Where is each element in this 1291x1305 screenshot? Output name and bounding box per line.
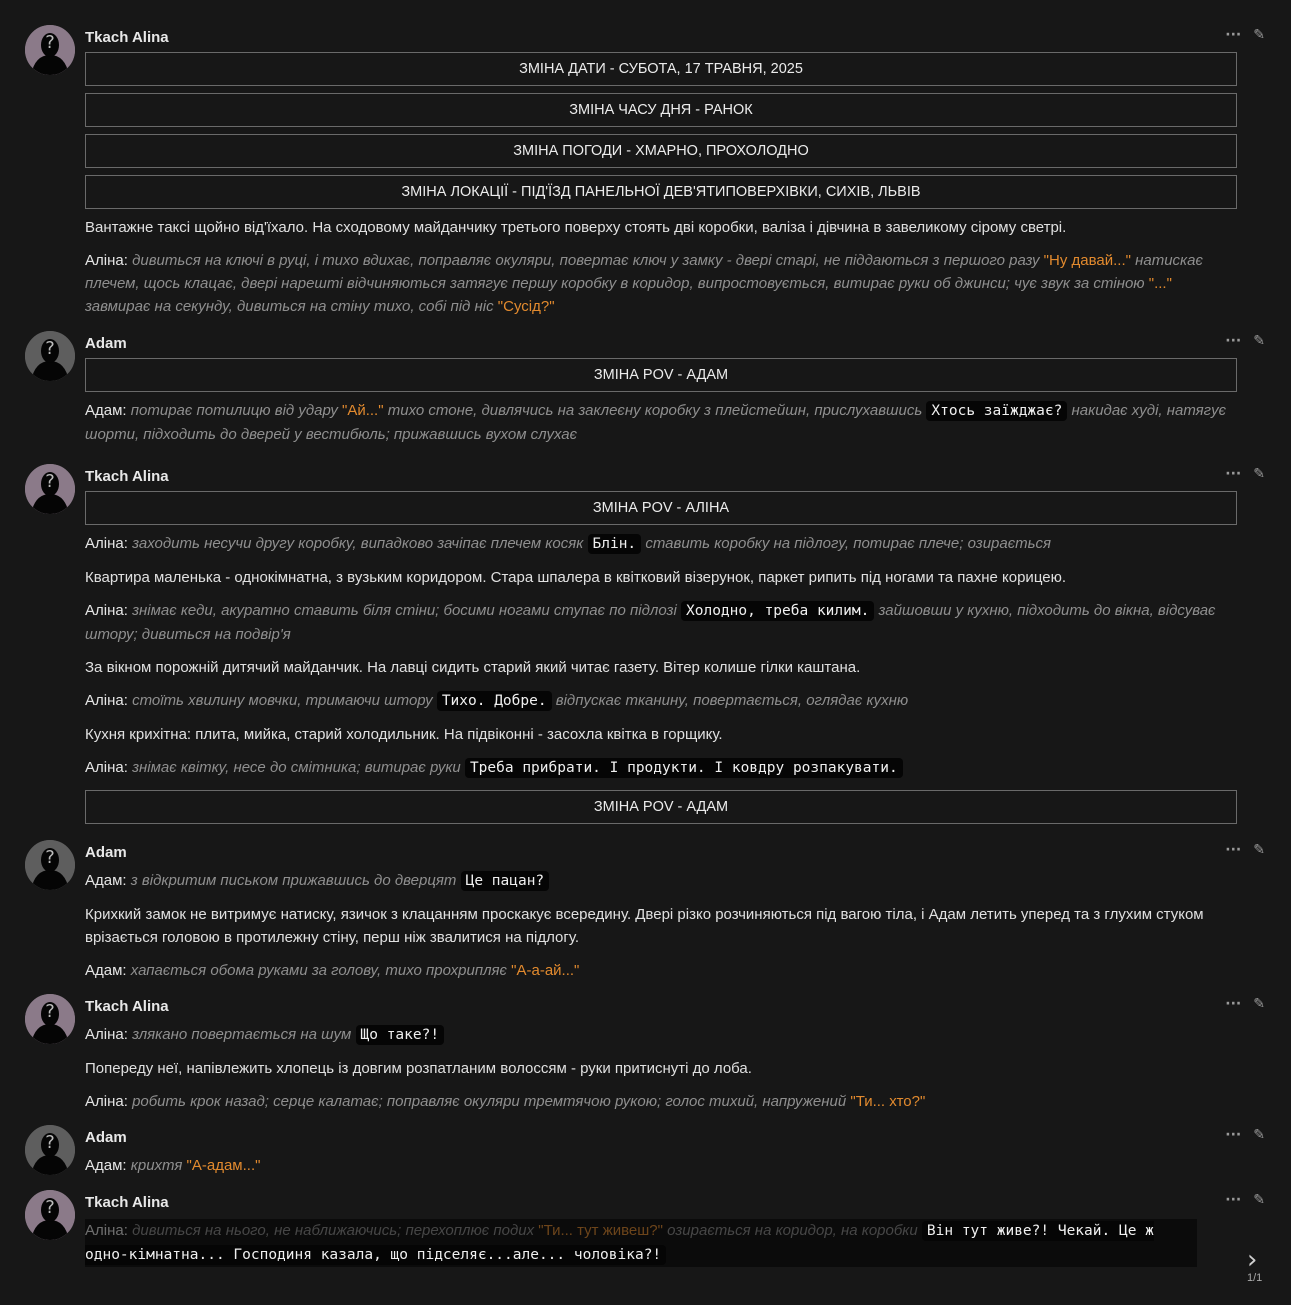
action-text: злякано повертається на шум — [132, 1026, 352, 1043]
scene-banner: ЗМІНА POV - АДАМ — [85, 790, 1237, 824]
narration: Квартира маленька - однокімнатна, з вузьким коридором. Стара шпалера в квітковий візерунок, паркет рипить під ногами та пахне корицею. — [85, 569, 1066, 586]
speaker-label: Аліна: — [85, 1093, 128, 1110]
svg-text:?: ? — [45, 32, 55, 53]
quote-text: "Ну давай..." — [1043, 252, 1131, 269]
thought-code: Це пацан? — [461, 871, 550, 891]
action-text: зайшовши у кухню, підходить до вікна, відсуває штору; дивиться на подвір'я — [85, 602, 1216, 643]
quote-text: "Сусід?" — [497, 298, 555, 315]
action-text: ставить коробку на підлогу, потирає плече; озирається — [645, 535, 1052, 552]
username[interactable]: Adam — [85, 1129, 127, 1146]
svg-text:?: ? — [45, 1132, 55, 1153]
avatar-alina[interactable] — [25, 25, 75, 75]
dialogue-line — [85, 1154, 1237, 1177]
thought-code: Треба прибрати. І продукти. І ковдру розпакувати. — [465, 758, 903, 778]
username[interactable]: Tkach Alina — [85, 468, 169, 485]
action-text: заходить несучи другу коробку, випадково зачіпає плечем косяк — [132, 535, 584, 552]
scene-banner: ЗМІНА ЧАСУ ДНЯ - РАНОК — [85, 93, 1237, 127]
action-text: з відкритим письком прижавшись до дверцят — [130, 872, 457, 889]
svg-text:?: ? — [45, 471, 55, 492]
svg-text:?: ? — [45, 1001, 55, 1022]
action-text: дивиться на ключі в руці, і тихо вдихає, поправляє окуляри, повертає ключ у замку - двері старі, не піддаються з першого разу — [132, 252, 1040, 269]
speaker-label: Адам: — [85, 402, 127, 419]
chevron-right-icon[interactable]: › — [1247, 1245, 1258, 1275]
dialogue-line — [85, 399, 1237, 446]
speaker-label: Адам: — [85, 872, 127, 889]
unknown-user-icon — [25, 994, 75, 1044]
quote-text: "..." — [1148, 275, 1172, 292]
speaker-label: Аліна: — [85, 1222, 128, 1239]
username[interactable]: Tkach Alina — [85, 1194, 169, 1211]
username[interactable]: Tkach Alina — [85, 29, 169, 46]
dialogue-line — [85, 959, 1237, 982]
narration: Попереду неї, напівлежить хлопець із довгим розпатланим волоссям - руки притиснуті до лоба. — [85, 1060, 752, 1077]
action-text: тихо стоне, дивлячись на заклеєну коробку з плейстейшн, прислухавшись — [387, 402, 923, 419]
dialogue-line — [85, 1219, 1197, 1267]
pencil-icon[interactable]: ✎ — [1253, 27, 1265, 43]
speaker-label: Адам: — [85, 1157, 127, 1174]
avatar-adam[interactable] — [25, 840, 75, 890]
quote-text: "Ти... тут живеш?" — [538, 1222, 663, 1239]
pencil-icon[interactable]: ✎ — [1253, 466, 1265, 482]
action-text: робить крок назад; серце калатає; поправляє окуляри тремтячою рукою; голос тихий, напружений — [132, 1093, 847, 1110]
action-text: відпускає тканину, повертається, оглядає кухню — [555, 692, 909, 709]
action-text: стоїть хвилину мовчки, тримаючи штору — [132, 692, 433, 709]
narration: Крихкий замок не витримує натиску, язичок з клацанням проскакує всередину. Двері різко розчиняються під вагою тіла, і Адам летить уперед та з глухим стуком врізається головою в протилежну стіну, перш ніж звалитися на підлогу. — [85, 906, 1204, 946]
svg-text:?: ? — [45, 338, 55, 359]
thought-code: Холодно, треба килим. — [681, 601, 874, 621]
username[interactable]: Adam — [85, 844, 127, 861]
more-dots-icon[interactable]: ··· — [1225, 333, 1242, 349]
thought-code: Що таке?! — [356, 1025, 445, 1045]
avatar-adam[interactable] — [25, 331, 75, 381]
action-text: знімає квітку, несе до смітника; витирає руки — [132, 759, 461, 776]
dialogue-line — [85, 869, 1237, 893]
action-text: озирається на коридор, на коробки — [667, 1222, 918, 1239]
speaker-label: Адам: — [85, 962, 127, 979]
swipe-counter: 1/1 — [1247, 1272, 1263, 1284]
quote-text: "А-адам..." — [186, 1157, 261, 1174]
quote-text: "Ай..." — [342, 402, 384, 419]
avatar-adam[interactable] — [25, 1125, 75, 1175]
scene-banner: ЗМІНА POV - АЛІНА — [85, 491, 1237, 525]
username[interactable]: Tkach Alina — [85, 998, 169, 1015]
narration: Кухня крихітна: плита, мийка, старий холодильник. На підвіконні - засохла квітка в горщику. — [85, 726, 723, 743]
svg-text:?: ? — [45, 1197, 55, 1218]
thought-code: Хтось заїжджає? — [926, 401, 1067, 421]
dialogue-line — [85, 1023, 1237, 1047]
narration: Вантажне таксі щойно від'їхало. На сходовому майданчику третього поверху стоять дві коробки, валіза і дівчина в завеликому сірому светрі. — [85, 219, 1067, 236]
dialogue-line — [85, 756, 1237, 780]
svg-text:?: ? — [45, 847, 55, 868]
scene-banner: ЗМІНА ПОГОДИ - ХМАРНО, ПРОХОЛОДНО — [85, 134, 1237, 168]
action-text: накидає худі, натягує шорти, підходить до дверей у вестибюль; прижавшись вухом слухає — [85, 402, 1227, 443]
unknown-user-icon — [25, 331, 75, 381]
unknown-user-icon — [25, 464, 75, 514]
quote-text: "Ти... хто?" — [850, 1093, 926, 1110]
thought-code: Тихо. Добре. — [437, 691, 552, 711]
more-dots-icon[interactable]: ··· — [1225, 842, 1242, 858]
pencil-icon[interactable]: ✎ — [1253, 842, 1265, 858]
speaker-label: Аліна: — [85, 759, 128, 776]
more-dots-icon[interactable]: ··· — [1225, 27, 1242, 43]
streaming-faded-text — [85, 1222, 922, 1239]
narration: За вікном порожній дитячий майданчик. На лавці сидить старий який читає газету. Вітер колише гілки каштана. — [85, 659, 861, 676]
avatar-alina[interactable] — [25, 994, 75, 1044]
speaker-label: Аліна: — [85, 602, 128, 619]
scene-banner: ЗМІНА ЛОКАЦІЇ - ПІД'ЇЗД ПАНЕЛЬНОЇ ДЕВ'ЯТИПОВЕРХІВКИ, СИХІВ, ЛЬВІВ — [85, 175, 1237, 209]
action-text: потирає потилицю від удару — [130, 402, 338, 419]
more-dots-icon[interactable]: ··· — [1225, 466, 1242, 482]
action-text: натискає плечем, щось клацає, двері нарешті відчиняються затягує першу коробку в коридор, випростовується, витирає руки об джинси; чує звук за стіною — [85, 252, 1203, 292]
username[interactable]: Adam — [85, 335, 127, 352]
pencil-icon[interactable]: ✎ — [1253, 996, 1265, 1012]
action-text: знімає кеди, акуратно ставить біля стіни; босими ногами ступає по підлозі — [132, 602, 677, 619]
unknown-user-icon — [25, 25, 75, 75]
unknown-user-icon — [25, 840, 75, 890]
more-dots-icon[interactable]: ··· — [1225, 996, 1242, 1012]
speaker-label: Аліна: — [85, 1026, 128, 1043]
dialogue-line — [85, 599, 1237, 646]
action-text: завмирає на секунду, дивиться на стіну тихо, собі під ніс — [85, 298, 494, 315]
dialogue-line — [85, 689, 1237, 713]
avatar-alina[interactable] — [25, 464, 75, 514]
thought-code: Він тут живе?! Чекай. Це ж одно-кімнатна... Господиня казала, що підселяє...але... чоловіка?! — [85, 1223, 1154, 1263]
action-text: хапається обома руками за голову, тихо прохрипляє — [130, 962, 507, 979]
speaker-label: Аліна: — [85, 692, 128, 709]
scene-banner: ЗМІНА POV - АДАМ — [85, 358, 1237, 392]
dialogue-line — [85, 249, 1237, 318]
action-text: дивиться на нього, не наближаючись; перехоплює подих — [132, 1222, 535, 1239]
pencil-icon[interactable]: ✎ — [1253, 333, 1265, 349]
unknown-user-icon — [25, 1125, 75, 1175]
pencil-icon[interactable]: ✎ — [1253, 1127, 1265, 1143]
quote-text: "А-а-ай..." — [511, 962, 580, 979]
unknown-user-icon — [25, 1190, 75, 1240]
scene-banner: ЗМІНА ДАТИ - СУБОТА, 17 ТРАВНЯ, 2025 — [85, 52, 1237, 86]
dialogue-line — [85, 532, 1237, 556]
speaker-label: Аліна: — [85, 252, 128, 269]
pencil-icon[interactable]: ✎ — [1253, 1192, 1265, 1208]
thought-code: Блін. — [588, 534, 642, 554]
dialogue-line — [85, 1090, 1237, 1113]
action-text: крихтя — [130, 1157, 183, 1174]
more-dots-icon[interactable]: ··· — [1225, 1192, 1242, 1208]
more-dots-icon[interactable]: ··· — [1225, 1127, 1242, 1143]
avatar-alina[interactable] — [25, 1190, 75, 1240]
speaker-label: Аліна: — [85, 535, 128, 552]
